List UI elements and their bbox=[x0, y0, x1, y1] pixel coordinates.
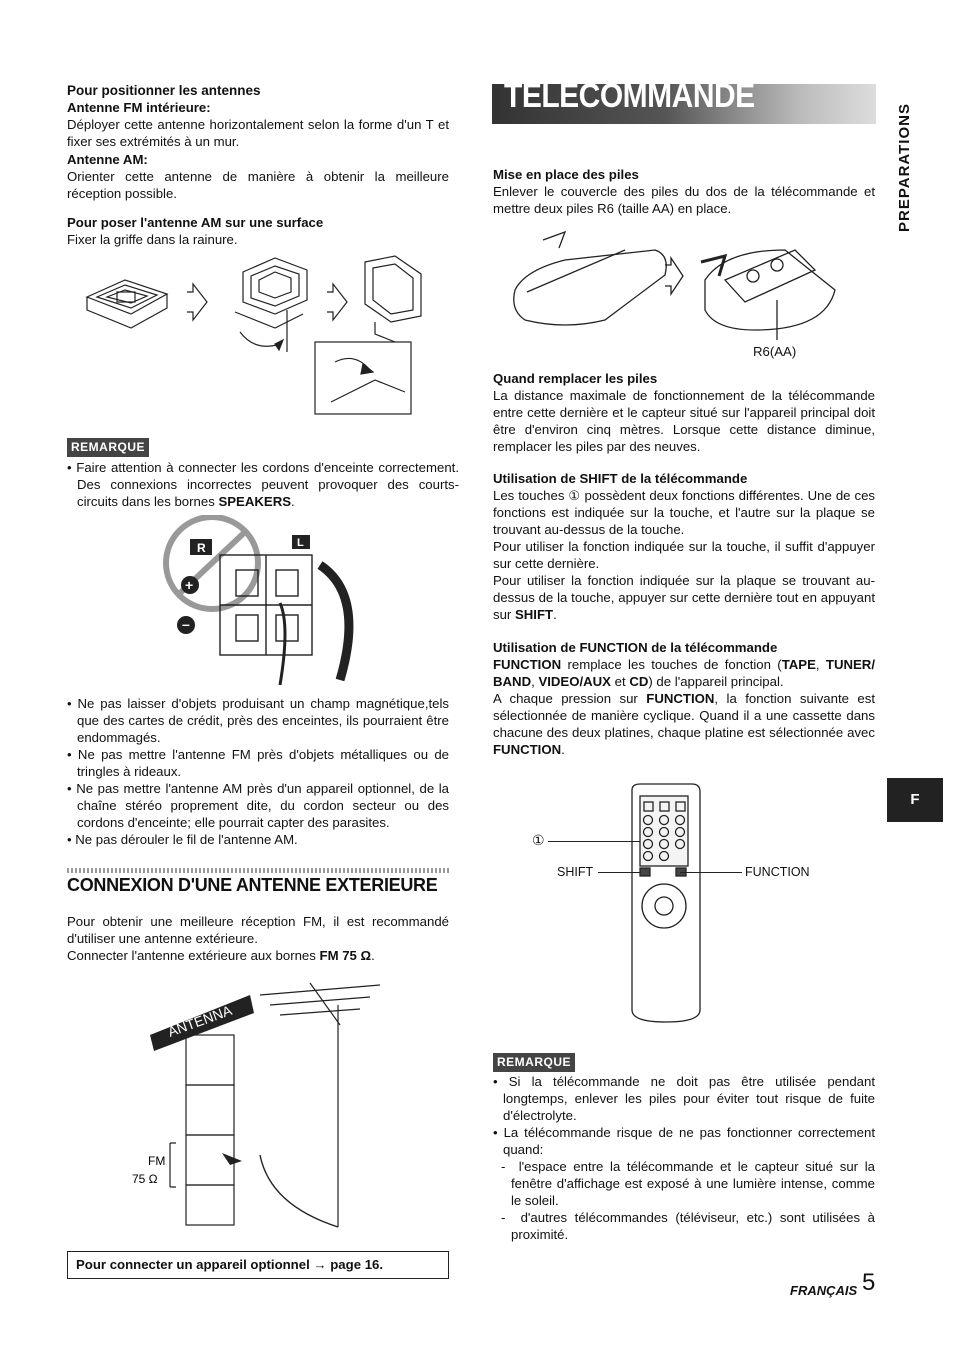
battery-illustration bbox=[505, 220, 855, 360]
right-note-1: • Si la télécommande ne doit pas être utilisée pendant longtemps, enlever les piles pour éviter tout risque de fuite d'électrolyte. bbox=[493, 1074, 876, 1123]
speaker-r-label: R bbox=[197, 541, 206, 555]
arrow-right-1-icon bbox=[187, 284, 207, 320]
shift-button-icon bbox=[640, 868, 650, 876]
footer-language: FRANÇAIS bbox=[790, 1283, 858, 1298]
r6-label: R6(AA) bbox=[753, 344, 797, 359]
arrow-right-2-icon bbox=[327, 284, 347, 320]
side-tab-preparations: PREPARATIONS bbox=[896, 103, 913, 232]
arrow-right-icon bbox=[665, 258, 683, 294]
arrow-icon bbox=[222, 1153, 242, 1165]
left-bullet-1: • Ne pas laisser d'objets produisant un champ magnétique,tels que des cartes de crédit, près des enceintes, ils pourraient être endommagés. bbox=[67, 696, 449, 745]
quand-title: Quand remplacer les piles bbox=[493, 371, 658, 386]
right-note-2: • La télécommande risque de ne pas fonctionner correctement quand: bbox=[493, 1125, 875, 1157]
left-bullet-list bbox=[67, 695, 449, 848]
connexion-p1: Pour obtenir une meilleure réception FM, il est recommandé d'utiliser une antenne extérieure. bbox=[67, 914, 449, 946]
function-p1: FUNCTION remplace les touches de fonction (TAPE, TUNER/ BAND, VIDEO/AUX et CD) de l'appareil principal. bbox=[493, 657, 875, 689]
fm-label: FM bbox=[148, 1154, 166, 1168]
am-antenna-illustration bbox=[75, 252, 445, 420]
callout-shift: SHIFT bbox=[557, 865, 594, 879]
speaker-l-label: L bbox=[297, 537, 304, 549]
remarque-label-left: REMARQUE bbox=[67, 438, 149, 457]
left-bullet-2: • Ne pas mettre l'antenne FM près d'objets métalliques ou de tringles à rideaux. bbox=[67, 747, 449, 779]
left-bullet-4: • Ne pas dérouler le fil de l'antenne AM. bbox=[67, 832, 298, 847]
am-loop-antenna-flat bbox=[87, 280, 167, 328]
remote-control-illustration bbox=[620, 782, 710, 1026]
subtitle-am: Antenne AM: bbox=[67, 152, 148, 167]
callout-function-line bbox=[680, 872, 742, 873]
svg-text:–: – bbox=[182, 616, 190, 632]
shift-p2: Pour utiliser la fonction indiquée sur la touche, il suffit d'appuyer sur cette dernière. bbox=[493, 539, 875, 571]
page-number: 5 bbox=[862, 1269, 876, 1296]
note-speakers-text: Faire attention à connecter les cordons d'enceinte correctement. Des connexions incorrectes peuvent provoquer des courts-circuits dans les bornes bbox=[76, 460, 460, 509]
quand-text: La distance maximale de fonctionnement de la télécommande entre cette dernière et le capteur situé sur l'appareil principal doit être d'environ cinq mètres. Lorsque cette distance diminue, remplacer les piles par des neuves. bbox=[493, 388, 875, 454]
note-speakers-end: . bbox=[291, 494, 295, 509]
function-p2: A chaque pression sur FUNCTION, la fonction suivante est sélectionnée de manière cyclique. Quand il a une cassette dans chacune des deux platines, chaque platine est sélectionnée avec FUNCTION. bbox=[493, 691, 875, 757]
speaker-terminal-illustration bbox=[150, 515, 370, 685]
left-bullet-3: • Ne pas mettre l'antenne AM près d'un appareil optionnel, de la chaîne stéréo proprement dite, du cordon secteur ou des cordons d'enceinte; elle pourrait capter des parasites. bbox=[67, 781, 450, 830]
am-text: Orienter cette antenne de manière à obtenir la meilleure réception possible. bbox=[67, 169, 449, 201]
section-title-antennes: Pour positionner les antennes bbox=[67, 83, 261, 98]
remarque-label-right: REMARQUE bbox=[493, 1053, 575, 1072]
optional-device-reference: Pour connecter un appareil optionnel → page 16. bbox=[67, 1251, 449, 1279]
subtitle-fm: Antenne FM intérieure: bbox=[67, 100, 211, 115]
right-dash-note-2: - d'autres télécommandes (téléviseur, etc.) sont utilisées à proximité. bbox=[501, 1210, 875, 1242]
callout-1-line bbox=[548, 841, 640, 842]
right-notes bbox=[493, 1073, 875, 1243]
fm-text: Déployer cette antenne horizontalement selon la forme d'un T et fixer ses extrémités à un mur. bbox=[67, 117, 449, 149]
right-dash-note-1: - l'espace entre la télécommande et le capteur situé sur la fenêtre d'affichage est exposé à une lumière intense, comme le soleil. bbox=[501, 1159, 875, 1208]
svg-text:+: + bbox=[185, 577, 194, 593]
subtitle-am-surface: Pour poser l'antenne AM sur une surface bbox=[67, 215, 324, 230]
mise-title: Mise en place des piles bbox=[493, 167, 639, 182]
am-loop-antenna-standing bbox=[235, 258, 307, 352]
remote-dpad-icon bbox=[642, 884, 686, 928]
antenna-label: ANTENNA bbox=[165, 1001, 234, 1040]
mise-text: Enlever le couvercle des piles du dos de la télécommande et mettre deux piles R6 (taille AA) en place. bbox=[493, 184, 875, 216]
note-speakers: • Faire attention à connecter les cordons d'enceinte correctement. Des connexions incorrectes peuvent provoquer des courts-circuits dans les bornes SPEAKERS. bbox=[67, 460, 460, 509]
callout-1: ① bbox=[532, 832, 545, 848]
note-speakers-bold: SPEAKERS bbox=[218, 494, 292, 509]
outdoor-antenna-illustration bbox=[130, 965, 400, 1235]
callout-shift-line bbox=[598, 872, 640, 873]
function-title: Utilisation de FUNCTION de la télécommande bbox=[493, 640, 778, 655]
shift-p1: Les touches ① possèdent deux fonctions différentes. Une de ces fonctions est indiquée sur la touche, et l'autre sur la plaque se trouvant au-dessus de la touche. bbox=[493, 488, 875, 537]
am-antenna-on-surface bbox=[315, 256, 421, 414]
battery-plus-icon bbox=[747, 270, 759, 282]
am-surface-text: Fixer la griffe dans la rainure. bbox=[67, 232, 238, 247]
connexion-p2: Connecter l'antenne extérieure aux bornes FM 75 Ω. bbox=[67, 948, 375, 963]
language-tab-f: F bbox=[887, 778, 943, 822]
section-divider bbox=[67, 868, 449, 873]
shift-title: Utilisation de SHIFT de la télécommande bbox=[493, 471, 748, 486]
shift-p3: Pour utiliser la fonction indiquée sur la plaque se trouvant au-dessus de la touche, appuyer sur cette dernière tout en appuyant sur SHIFT. bbox=[493, 573, 875, 622]
telecommande-banner: TELECOMMANDE bbox=[504, 77, 755, 116]
ohm-label: 75 Ω bbox=[132, 1172, 158, 1186]
connexion-title: CONNEXION D'UNE ANTENNE EXTERIEURE bbox=[67, 875, 438, 895]
callout-function: FUNCTION bbox=[745, 865, 810, 879]
